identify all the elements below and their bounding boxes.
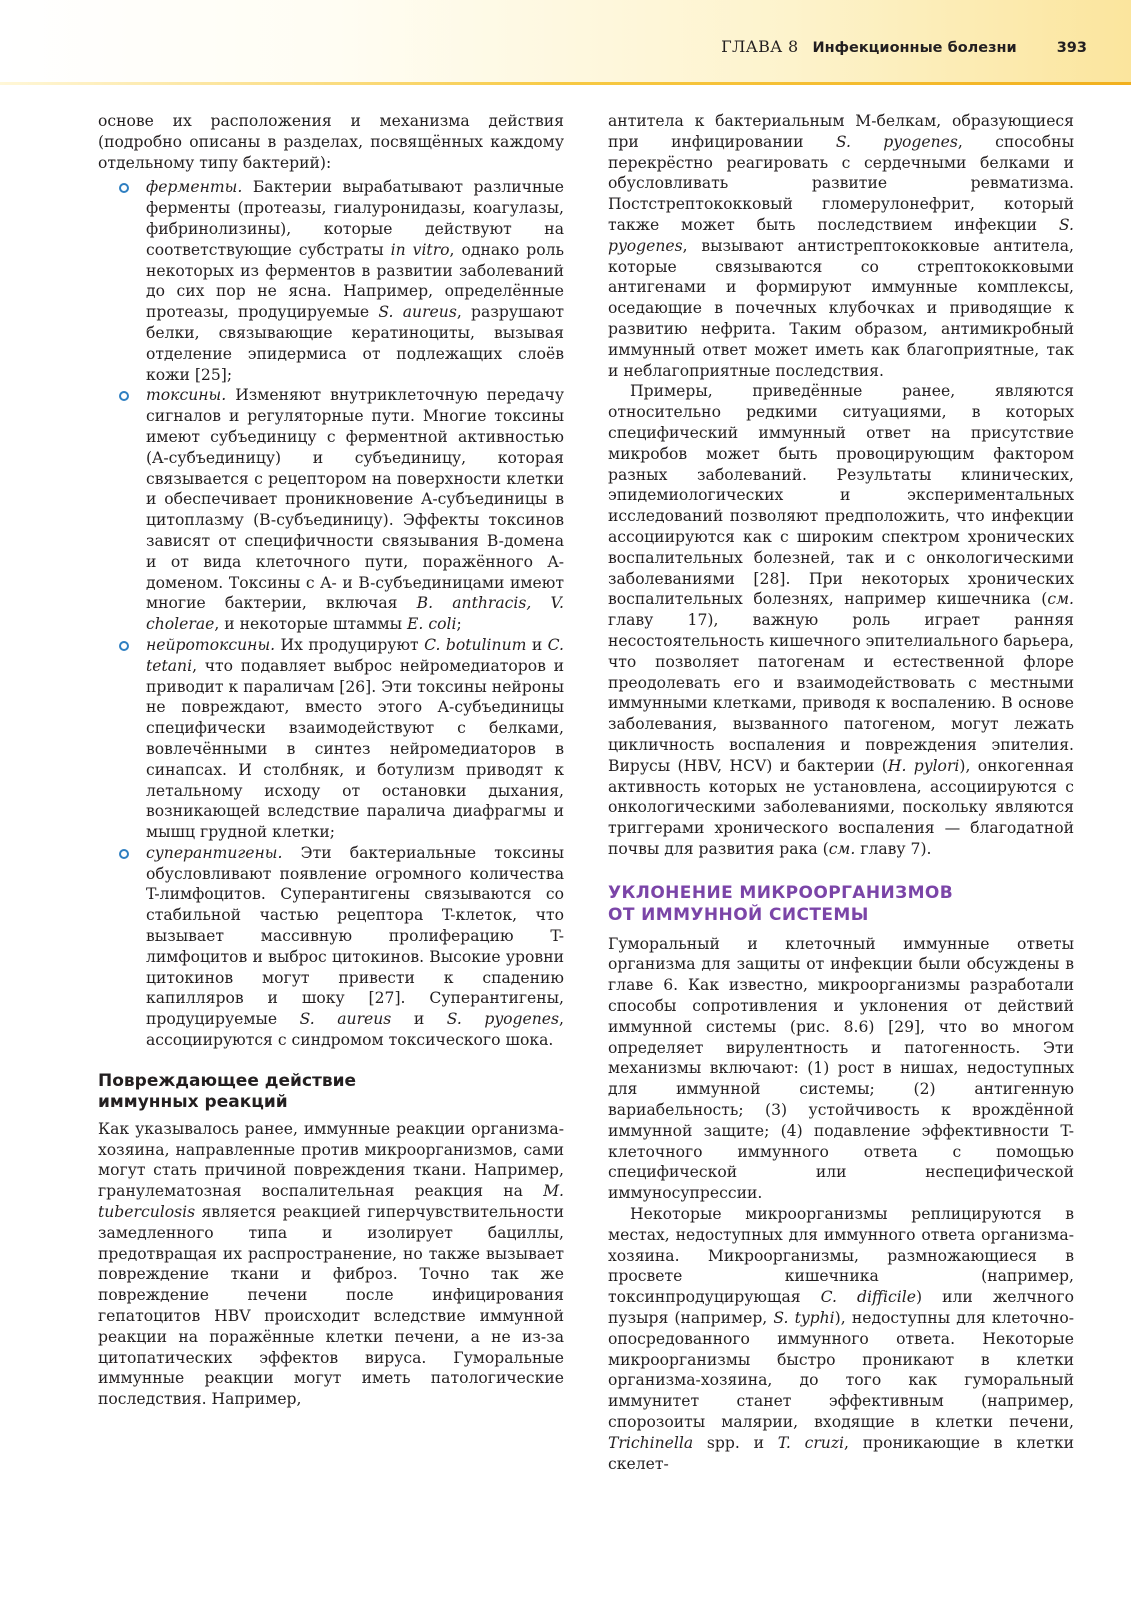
list-item-toxins: токсины. Изменяют внутриклеточную передачу сигналов и регуляторные пути. Многие токсины имеют субъединицу с ферментной активностью (A-субъединицу) и субъединицу, которая связывается с рецептором на поверхности клетки и обеспечивает проникновение A-субъединицы в цитоплазму (B-субъединицу). Эффекты токсинов зависят от специфичности связывания B-домена и от вида клеточного пути, поражённого A-доменом. Токсины с A- и B-субъединицами имеют многие бактерии, включая B. anthracis, V. cholerae, и некоторые штаммы E. coli; <box>146 385 564 635</box>
chapter-label: ГЛАВА 8 <box>721 37 799 56</box>
header-rule <box>0 82 1131 85</box>
left-column <box>98 111 564 1410</box>
term: нейротоксины. <box>146 635 276 654</box>
list-item-superantigens: суперантигены. Эти бактериальные токсины обусловливают появление огромного количества T-лимфоцитов. Суперантигены связываются со стабильной частью рецептора T-клеток, что вызывает массивную пролиферацию T-лимфоцитов и выброс цитокинов. Высокие уровни цитокинов могут привести к спадению капилляров и шоку [27]. Суперантигены, продуцируемые S. aureus и S. pyogenes, ассоциируются с синдромом токсического шока. <box>146 843 564 1051</box>
list-item-neurotoxins: нейротоксины. Их продуцируют C. botulinum и C. tetani, что подавляет выброс нейромедиаторов и приводит к параличам [26]. Эти токсины нейроны не повреждают, вместо этого A-субъединицы специфически взаимодействуют с белками, вовлечёнными в синтез нейромедиаторов в синапсах. И столбняк, и ботулизм приводят к летальному исходу от остановки дыхания, возникающей вследствие паралича диафрагмы и мышц грудной клетки; <box>146 635 564 843</box>
intro-paragraph: основе их расположения и механизма действия (подробно описаны в разделах, посвящённых каждому отдельному типу бактерий): <box>98 112 564 172</box>
body-paragraph: Гуморальный и клеточный иммунные ответы организма для защиты от инфекции были обсуждены в главе 6. Как известно, микроорганизмы разработали способы сопротивления и уклонения от действий иммунной системы (рис. 8.6) [29], что во многом определяет вирулентность и патогенность. Эти механизмы включают: (1) рост в нишах, недоступных для иммунной системы; (2) антигенную вариабельность; (3) устойчивость к врождённой иммунной защите; (4) подавление эффективности T-клеточного иммунного ответа с помощью специфической или неспецифической иммуносупрессии. <box>608 934 1074 1203</box>
body-paragraph: антитела к бактериальным M-белкам, образующиеся при инфицировании S. pyogenes, способны перекрёстно реагировать с сердечными белками и обусловливать развитие ревматизма. Постстрептококковый гломерулонефрит, который также может быть последствием инфекции S. pyogenes, вызывают антистрептококковые антитела, которые связываются со стрептококковыми антигенами и формируют иммунные комплексы, оседающие в почечных клубочках и приводящие к развитию нефрита. Таким образом, антимикробный иммунный ответ может иметь как благоприятные, так и неблагоприятные последствия. <box>608 112 1074 380</box>
body-paragraph: Примеры, приведённые ранее, являются относительно редкими ситуациями, в которых специфический иммунный ответ на присутствие микробов может быть провоцирующим фактором разных заболеваний. Результаты клинических, эпидемиологических и экспериментальных исследований позволяют предположить, что инфекции ассоциируются как с широким спектром хронических воспалительных болезней, так и с онкологическими заболеваниями [28]. При некоторых хронических воспалительных болезнях, например кишечника (см. главу 17), важную роль играет ранняя несостоятельность кишечного эпителиального барьера, что позволяет патогенам и естественной флоре преодолевать его и взаимодействовать с местными иммунными клетками, приводя к воспалению. В основе заболевания, вызванного патогеном, могут лежать цикличность воспаления и повреждения эпителия. Вирусы (HBV, HCV) и бактерии (H. pylori), онкогенная активность которых не установлена, ассоциируются с онкологическими заболеваниями, поскольку являются триггерами хронического воспаления — благодатной почвы для развития рака (см. главу 7). <box>608 382 1075 858</box>
list-item-enzymes: ферменты. Бактерии вырабатывают различные ферменты (протеазы, гиалуронидазы, коагулазы, фибринолизины), которые действуют на соответствующие субстраты in vitro, однако роль некоторых из ферментов в развитии заболеваний до сих пор не ясна. Например, определённые протеазы, продуцируемые S. aureus, разрушают белки, связывающие кератиноциты, вызывая отделение эпидермиса от подлежащих слоёв кожи [25]; <box>146 177 564 385</box>
factor-list <box>98 177 564 1050</box>
running-head <box>721 36 1087 59</box>
body-paragraph: Некоторые микроорганизмы реплицируются в местах, недоступных для иммунного ответа организма-хозяина. Микроорганизмы, размножающиеся в просвете кишечника (например, токсинпродуцирующая C. difficile) или желчного пузыря (например, S. typhi), недоступны для клеточно-опосредованного иммунного ответа. Некоторые микроорганизмы быстро проникают в клетки организма-хозяина, до того как гуморальный иммунитет станет эффективным (например, спорозоиты малярии, входящие в клетки печени, Trichinella spp. и T. cruzi, проникающие в клетки скелет- <box>608 1205 1074 1473</box>
page-number: 393 <box>1056 40 1087 56</box>
bullet-icon <box>119 641 129 651</box>
bullet-icon <box>119 183 129 193</box>
term: ферменты. <box>146 178 243 197</box>
term: суперантигены. <box>146 843 283 862</box>
chapter-title: Инфекционные болезни <box>812 40 1017 56</box>
body-paragraph: Как указывалось ранее, иммунные реакции организма-хозяина, направленные против микроорганизмов, сами могут стать причиной повреждения ткани. Например, гранулематозная воспалительная реакция на M. tuberculosis является реакцией гиперчувствительности замедленного типа и изолирует бациллы, предотвращая их распространение, но также вызывает повреждение ткани и фиброз. Точно так же повреждение печени после инфицирования гепатоцитов HBV происходит вследствие иммунной реакции на поражённые клетки печени, а не из-за цитопатических эффектов вируса. Гуморальные иммунные реакции могут иметь патологические последствия. Например, <box>98 1119 564 1409</box>
subsection-heading: Повреждающее действие иммунных реакций <box>98 1070 357 1112</box>
section-heading: УКЛОНЕНИЕ МИКРООРГАНИЗМОВ ОТ ИММУННОЙ СИСТЕМЫ <box>608 882 954 925</box>
term: токсины. <box>146 386 227 405</box>
bullet-icon <box>119 849 129 859</box>
right-column <box>608 111 1074 1474</box>
bullet-icon <box>119 391 129 401</box>
